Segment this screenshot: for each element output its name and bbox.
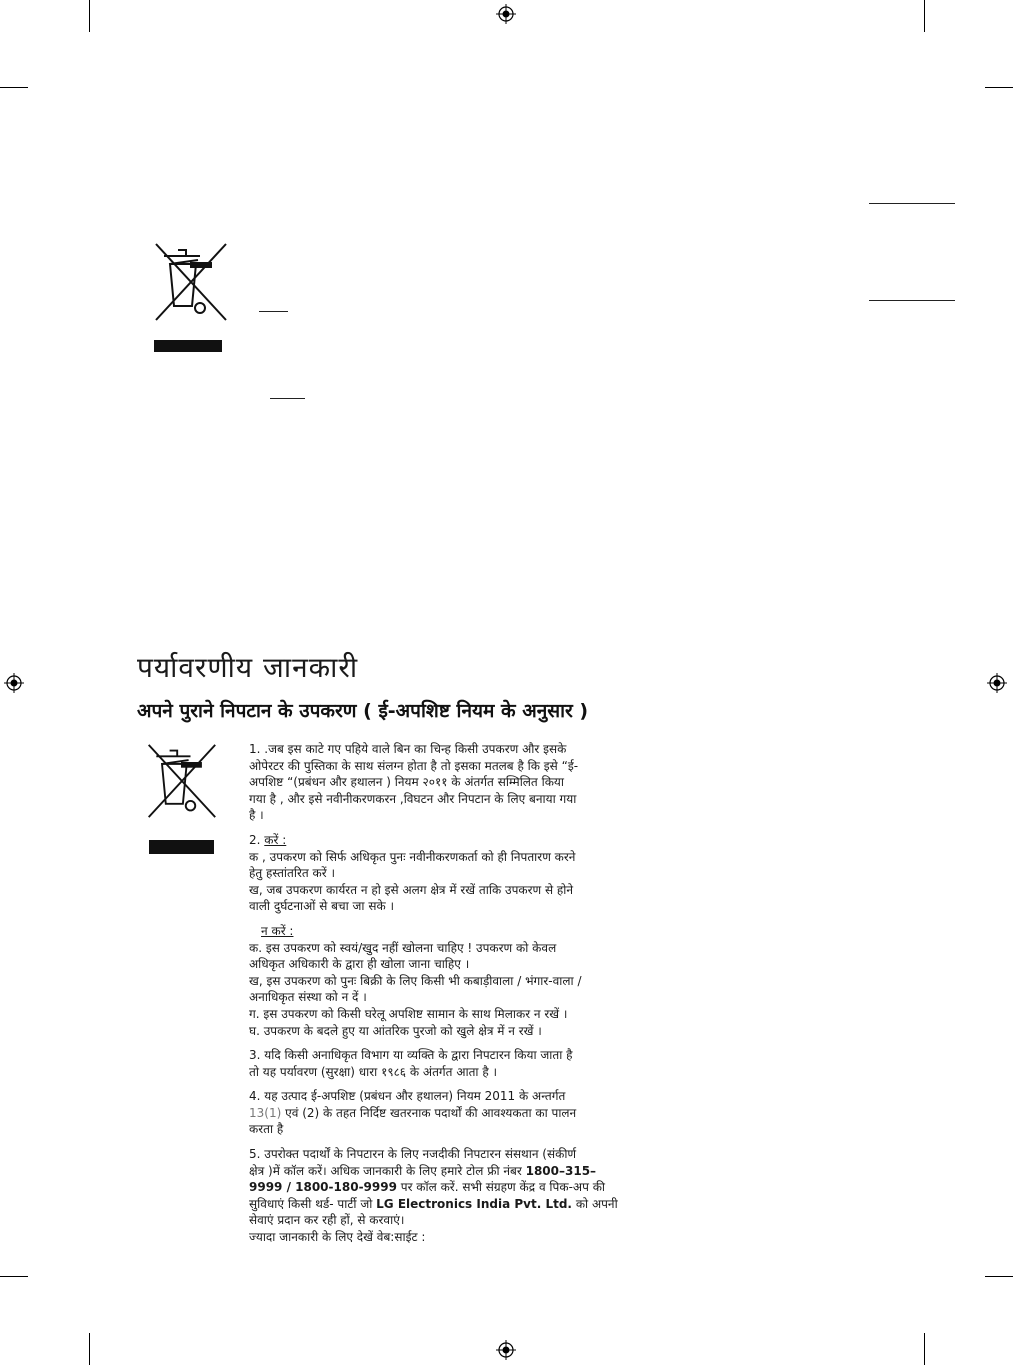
disposal-instructions [249, 741, 689, 1246]
para-5-line: 5. उपरोक्त पदार्थों के निपटारन के लिए नजदीकी निपटारन संसथान (संकीर्ण [249, 1147, 577, 1162]
dont-item: अनाधिकृत संस्था को न दें । [249, 990, 367, 1005]
dont-item: घ. उपकरण के बदले हुए या आंतरिक पुरजो को खुले क्षेत्र में न रखें । [249, 1023, 542, 1038]
bin-underline-bar [154, 340, 222, 352]
crop-mark-top-right-h [985, 87, 1013, 88]
do-heading [249, 832, 689, 849]
page-subtitle: अपने पुराने निपटान के उपकरण ( ई-अपशिष्ट नियम के अनुसार ) [137, 700, 589, 722]
registration-mark-icon [496, 4, 516, 24]
para-1-line: है । [249, 808, 264, 823]
dont-item: ख, इस उपकरण को पुनः बिक्री के लिए किसी भी कबाड़ीवाला / भंगार-वाला / [249, 973, 582, 988]
do-item: हेतु हस्तांतरित करें । [249, 866, 336, 881]
margin-rule [869, 300, 955, 301]
crop-mark-top-left-v [89, 0, 90, 32]
para-5-text: को अपनी [572, 1196, 618, 1211]
para-5-line [249, 1163, 689, 1180]
crossed-out-wheelie-bin-icon [143, 740, 219, 822]
para-5-line: सेवाएं प्रदान कर रही हों, से करवाएं। [249, 1213, 405, 1228]
company-name: LG Electronics India Pvt. Ltd. [376, 1196, 572, 1211]
para-4-line [249, 1105, 689, 1122]
para-1-line: गया है , और इसे नवीनीकरणकरन ,विघटन और निपटान के लिए बनाया गया [249, 791, 577, 806]
crop-mark-top-left-h [0, 87, 28, 88]
para-5-text: सुविधाएं किसी थर्ड- पार्टी जो [249, 1196, 377, 1211]
para-5-text: पर कॉल करें. सभी संग्रहण केंद्र व पिक-अप की [396, 1180, 606, 1195]
dont-item: ग. इस उपकरण को किसी घरेलू अपशिष्ट सामान के साथ मिलाकर न रखें । [249, 1006, 568, 1021]
para-1-line: ओपेरटर की पुस्तिका के साथ संलग्न होता है तो इसका मतलब है कि इसे “ई- [249, 758, 579, 773]
para-1-line: 1. .जब इस काटे गए पहिये वाले बिन का चिन्ह किसी उपकरण और इसके [249, 742, 567, 756]
para-5-line: ज्यादा जानकारी के लिए देखें वेब:साईट : [249, 1230, 426, 1245]
toll-free-number: 1800–315– [525, 1163, 597, 1178]
page-title: पर्यावरणीय जानकारी [137, 651, 359, 684]
para-1-line: अपशिष्ट “(प्रबंधन और हथालन ) नियम २०११ के अंतर्गत सम्मिलित किया [249, 775, 564, 790]
registration-mark-icon [987, 673, 1007, 693]
toll-free-number: 9999 / 1800-180-9999 [249, 1180, 397, 1195]
crop-mark-top-right-v [924, 0, 925, 32]
para-3-line: 3. यदि किसी अनाधिकृत विभाग या व्यक्ति के द्वारा निपटारन किया जाता है [249, 1048, 573, 1063]
do-item: वाली दुर्घटनाओं से बचा जा सके । [249, 899, 395, 914]
crop-mark-bottom-left-v [89, 1333, 90, 1365]
dont-heading [249, 923, 689, 940]
para-5-text: क्षेत्र )में कॉल करें। अधिक जानकारी के लिए हमारे टोल फ्री नंबर [249, 1163, 526, 1178]
para-3-line: तो यह पर्यावरण (सुरक्षा) धारा १९८६ के अंतर्गत आता है । [249, 1064, 498, 1079]
upper-short-rule [270, 398, 305, 399]
para-4-line: 4. यह उत्पाद ई-अपशिष्ट (प्रबंधन और हथालन) नियम 2011 के अन्तर्गत [249, 1089, 566, 1104]
registration-mark-icon [496, 1340, 516, 1360]
rule-ref: 13(1) [249, 1105, 282, 1120]
crossed-out-wheelie-bin-icon [150, 240, 230, 324]
do-item: ख, जब उपकरण कार्यरत न हो इसे अलग क्षेत्र में रखें ताकि उपकरण से होने [249, 882, 574, 897]
dont-item: क. इस उपकरण को स्वयं/खुद नहीं खोलना चाहिए ! उपकरण को केवल [249, 940, 557, 955]
do-item: क , उपकरण को सिर्फ अधिकृत पुनः नवीनीकरणकर्ता को ही निपतारण करने [249, 849, 576, 864]
para-5-line [249, 1179, 689, 1196]
dont-label: न करें : [261, 923, 294, 938]
para-4-text: एवं (2) के तहत निर्दिष्ट खतरनाक पदार्थों की आवश्यकता का पालन [281, 1105, 577, 1120]
crop-mark-bottom-left-h [0, 1276, 28, 1277]
crop-mark-bottom-right-v [924, 1333, 925, 1365]
crop-mark-bottom-right-h [985, 1276, 1013, 1277]
do-label: करें : [264, 832, 287, 847]
margin-rule [869, 203, 955, 204]
para-5-line [249, 1196, 689, 1213]
upper-short-rule [259, 311, 288, 312]
dont-item: अधिकृत अधिकारी के द्वारा ही खोला जाना चाहिए । [249, 957, 470, 972]
para-4-line: करता है [249, 1122, 284, 1137]
bin-underline-bar [149, 840, 214, 854]
registration-mark-icon [4, 673, 24, 693]
do-number: 2. [249, 832, 261, 847]
